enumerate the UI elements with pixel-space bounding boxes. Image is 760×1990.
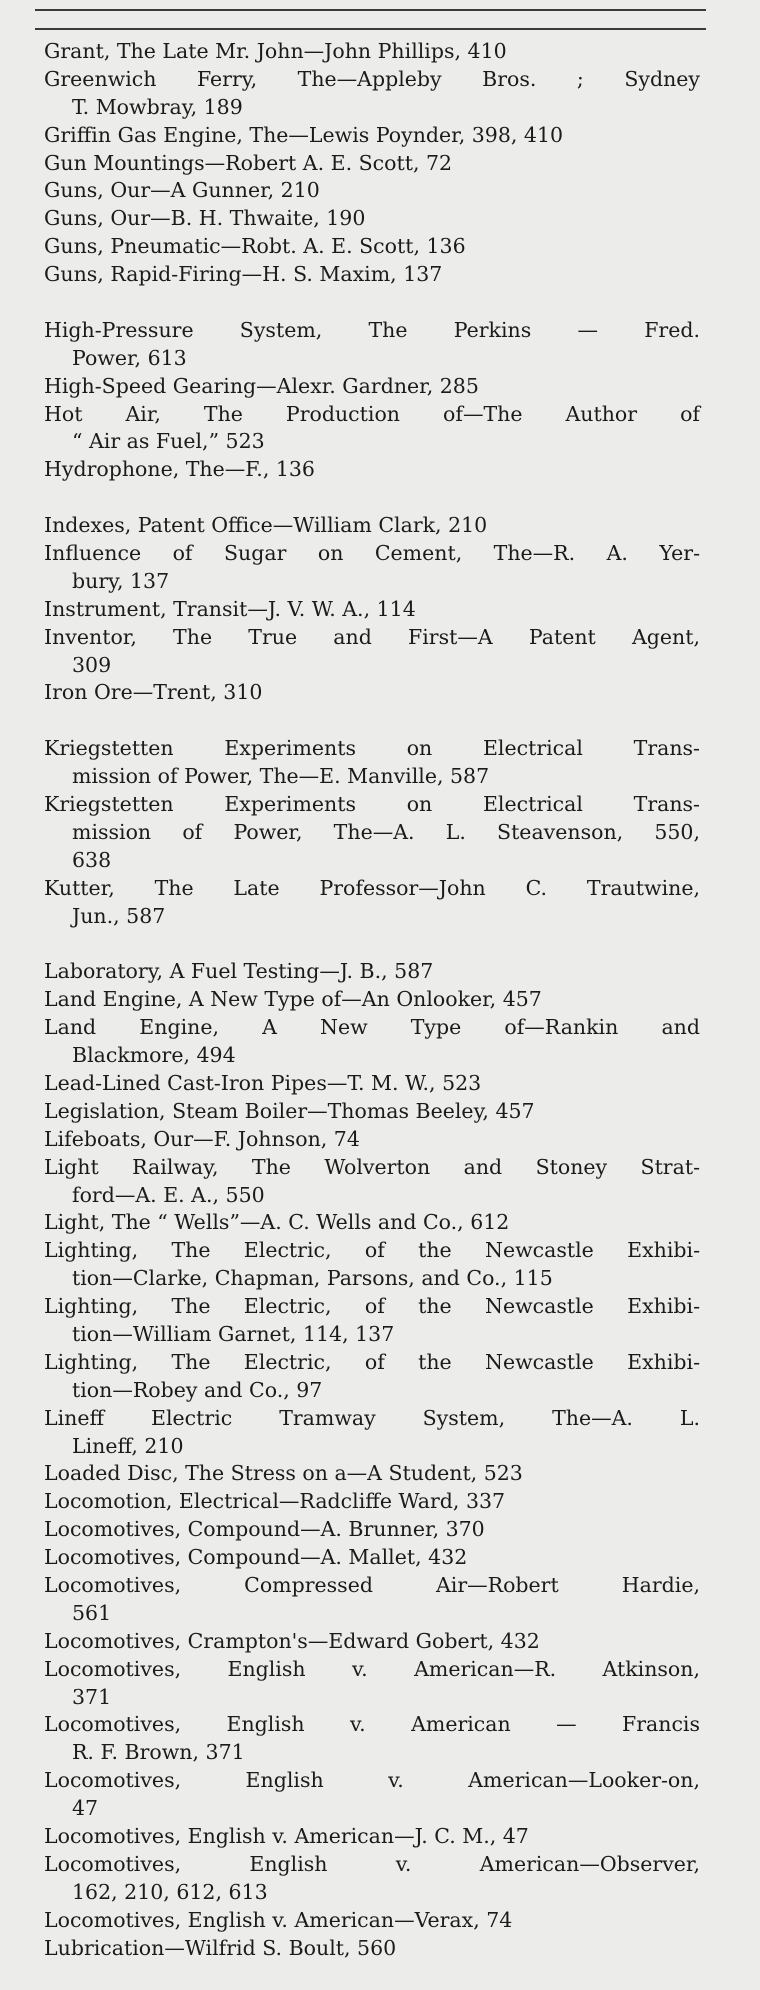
index-entry bbox=[44, 1349, 700, 1405]
index-entry bbox=[44, 596, 700, 624]
index-group-g bbox=[44, 38, 700, 289]
index-entry bbox=[44, 1935, 700, 1963]
index-entry bbox=[44, 1070, 700, 1098]
index-entry bbox=[44, 1544, 700, 1572]
index-entry bbox=[44, 205, 700, 233]
entry-line: Lighting, The Electric, of the Newcastle Exhibi- bbox=[44, 1294, 700, 1319]
entry-line: Land Engine, A New Type of—An Onlooker, 457 bbox=[44, 987, 542, 1012]
index-entry bbox=[44, 122, 700, 150]
index-entry bbox=[44, 1628, 700, 1656]
index-entry bbox=[44, 679, 700, 707]
entry-continuation-line: tion—Clarke, Chapman, Parsons, and Co., 115 bbox=[72, 1266, 553, 1291]
entry-line: Locomotives, English v. American—J. C. M., 47 bbox=[44, 1824, 529, 1848]
entry-line: Laboratory, A Fuel Testing—J. B., 587 bbox=[44, 959, 434, 984]
index-entry bbox=[44, 1237, 700, 1293]
entry-line: Legislation, Steam Boiler—Thomas Beeley, 457 bbox=[44, 1098, 535, 1123]
entry-continuation-line: 162, 210, 612, 613 bbox=[72, 1879, 268, 1904]
index-entry bbox=[44, 66, 700, 122]
index-entry bbox=[44, 233, 700, 261]
index-entry bbox=[44, 456, 700, 484]
entry-continuation-line: 47 bbox=[72, 1796, 99, 1821]
index-entry bbox=[44, 1516, 700, 1544]
index-entry bbox=[44, 401, 700, 457]
entry-line: Hot Air, The Production of—The Author of bbox=[44, 401, 700, 426]
entry-line: Guns, Rapid-Firing—H. S. Maxim, 137 bbox=[44, 262, 443, 287]
entry-line: Gun Mountings—Robert A. E. Scott, 72 bbox=[44, 150, 453, 175]
entry-line: Light, The “ Wells”—A. C. Wells and Co., 612 bbox=[44, 1210, 510, 1235]
index-entry bbox=[44, 1823, 700, 1851]
entry-continuation-line: ford—A. E. A., 550 bbox=[72, 1182, 265, 1207]
index-entry bbox=[44, 1767, 700, 1823]
index-entry bbox=[44, 38, 700, 66]
entry-line: Light Railway, The Wolverton and Stoney Strat- bbox=[44, 1154, 700, 1179]
entry-line: Greenwich Ferry, The—Appleby Bros. ; Sydney bbox=[44, 66, 700, 91]
entry-continuation-line: Power, 613 bbox=[72, 345, 187, 370]
index-entry bbox=[44, 1460, 700, 1488]
entry-continuation-line: Blackmore, 494 bbox=[72, 1043, 236, 1068]
index-entry bbox=[44, 958, 700, 986]
entry-line: Kutter, The Late Professor—John C. Trautwine, bbox=[44, 875, 700, 900]
index-entry bbox=[44, 986, 700, 1014]
index-entry bbox=[44, 1907, 700, 1935]
entry-continuation-line: Jun., 587 bbox=[72, 903, 166, 928]
index-group-k bbox=[44, 735, 700, 930]
entry-continuation-line: 561 bbox=[72, 1600, 112, 1625]
index-group-h bbox=[44, 317, 700, 484]
index-entry bbox=[44, 1098, 700, 1126]
entry-line: Guns, Pneumatic—Robt. A. E. Scott, 136 bbox=[44, 234, 466, 259]
entry-line: Lifeboats, Our—F. Johnson, 74 bbox=[44, 1126, 360, 1151]
entry-line: Influence of Sugar on Cement, The—R. A. Yer- bbox=[44, 541, 700, 566]
top-rule-lower bbox=[35, 28, 706, 30]
entry-line: Lineff Electric Tramway System, The—A. L. bbox=[44, 1405, 700, 1430]
entry-line: Hydrophone, The—F., 136 bbox=[44, 457, 315, 482]
index-entry bbox=[44, 261, 700, 289]
index-entry bbox=[44, 791, 700, 875]
entry-line: Loaded Disc, The Stress on a—A Student, 523 bbox=[44, 1461, 523, 1486]
index-list bbox=[44, 38, 700, 1990]
entry-continuation-line: 638 bbox=[72, 847, 112, 872]
index-entry bbox=[44, 177, 700, 205]
entry-line: Indexes, Patent Office—William Clark, 210 bbox=[44, 513, 488, 538]
entry-line: Locomotives, English v. American — Francis bbox=[44, 1712, 700, 1737]
index-entry bbox=[44, 624, 700, 680]
entry-continuation-line: T. Mowbray, 189 bbox=[72, 94, 243, 119]
entry-line: Lead-Lined Cast-Iron Pipes—T. M. W., 523 bbox=[44, 1070, 482, 1095]
entry-line: Kriegstetten Experiments on Electrical Trans- bbox=[44, 792, 700, 817]
entry-line: Lubrication—Wilfrid S. Boult, 560 bbox=[44, 1935, 397, 1960]
entry-line: Guns, Our—B. H. Thwaite, 190 bbox=[44, 206, 366, 231]
entry-line: Instrument, Transit—J. V. W. A., 114 bbox=[44, 596, 416, 621]
index-entry bbox=[44, 1572, 700, 1628]
entry-continuation-line: tion—Robey and Co., 97 bbox=[72, 1377, 323, 1402]
index-entry bbox=[44, 1014, 700, 1070]
index-entry bbox=[44, 735, 700, 791]
index-group-l bbox=[44, 958, 700, 1962]
index-entry bbox=[44, 317, 700, 373]
entry-line: Iron Ore—Trent, 310 bbox=[44, 680, 263, 705]
index-entry bbox=[44, 1851, 700, 1907]
index-group-i bbox=[44, 512, 700, 707]
index-entry bbox=[44, 1711, 700, 1767]
index-entry bbox=[44, 1656, 700, 1712]
entry-line: Locomotion, Electrical—Radcliffe Ward, 337 bbox=[44, 1489, 506, 1514]
index-entry bbox=[44, 875, 700, 931]
entry-continuation-line: R. F. Brown, 371 bbox=[72, 1740, 245, 1765]
index-entry bbox=[44, 1154, 700, 1210]
entry-continuation-line: Lineff, 210 bbox=[72, 1433, 184, 1458]
index-entry bbox=[44, 1126, 700, 1154]
entry-line: Griffin Gas Engine, The—Lewis Poynder, 398, 410 bbox=[44, 122, 564, 147]
entry-line: Locomotives, Compound—A. Brunner, 370 bbox=[44, 1517, 485, 1542]
entry-continuation-line: “ Air as Fuel,” 523 bbox=[72, 429, 265, 454]
entry-line: Locomotives, Compressed Air—Robert Hardie, bbox=[44, 1572, 700, 1597]
entry-line: Kriegstetten Experiments on Electrical Trans- bbox=[44, 736, 700, 761]
entry-line: Locomotives, English v. American—Verax, 74 bbox=[44, 1907, 513, 1932]
index-entry bbox=[44, 150, 700, 178]
index-entry bbox=[44, 373, 700, 401]
entry-line: Locomotives, English v. American—Observer, bbox=[44, 1851, 700, 1876]
index-entry bbox=[44, 540, 700, 596]
entry-line: High-Speed Gearing—Alexr. Gardner, 285 bbox=[44, 373, 479, 398]
index-entry bbox=[44, 1209, 700, 1237]
entry-line: Locomotives, Crampton's—Edward Gobert, 432 bbox=[44, 1628, 540, 1653]
entry-line: Grant, The Late Mr. John—John Phillips, 410 bbox=[44, 39, 507, 63]
entry-line: Locomotives, Compound—A. Mallet, 432 bbox=[44, 1545, 468, 1570]
entry-line: Land Engine, A New Type of—Rankin and bbox=[44, 1015, 700, 1040]
entry-line: Locomotives, English v. American—Looker-on, bbox=[44, 1768, 700, 1793]
index-entry bbox=[44, 1293, 700, 1349]
index-entry bbox=[44, 512, 700, 540]
index-entry bbox=[44, 1488, 700, 1516]
entry-line: Lighting, The Electric, of the Newcastle Exhibi- bbox=[44, 1238, 700, 1263]
entry-continuation-line: bury, 137 bbox=[72, 568, 170, 593]
entry-line: Guns, Our—A Gunner, 210 bbox=[44, 178, 320, 203]
entry-line: Locomotives, English v. American—R. Atkinson, bbox=[44, 1656, 700, 1681]
entry-line: Lighting, The Electric, of the Newcastle Exhibi- bbox=[44, 1349, 700, 1374]
index-entry bbox=[44, 1405, 700, 1461]
entry-continuation-line: 371 bbox=[72, 1684, 112, 1709]
entry-continuation-line: mission of Power, The—E. Manville, 587 bbox=[72, 764, 490, 789]
entry-continuation-line: mission of Power, The—A. L. Steavenson, 550, bbox=[72, 819, 700, 844]
entry-continuation-line: 309 bbox=[72, 652, 112, 677]
entry-line: High-Pressure System, The Perkins — Fred. bbox=[44, 317, 700, 342]
entry-continuation-line: tion—William Garnet, 114, 137 bbox=[72, 1321, 395, 1346]
entry-line: Inventor, The True and First—A Patent Agent, bbox=[44, 624, 700, 649]
top-rule bbox=[35, 9, 706, 11]
